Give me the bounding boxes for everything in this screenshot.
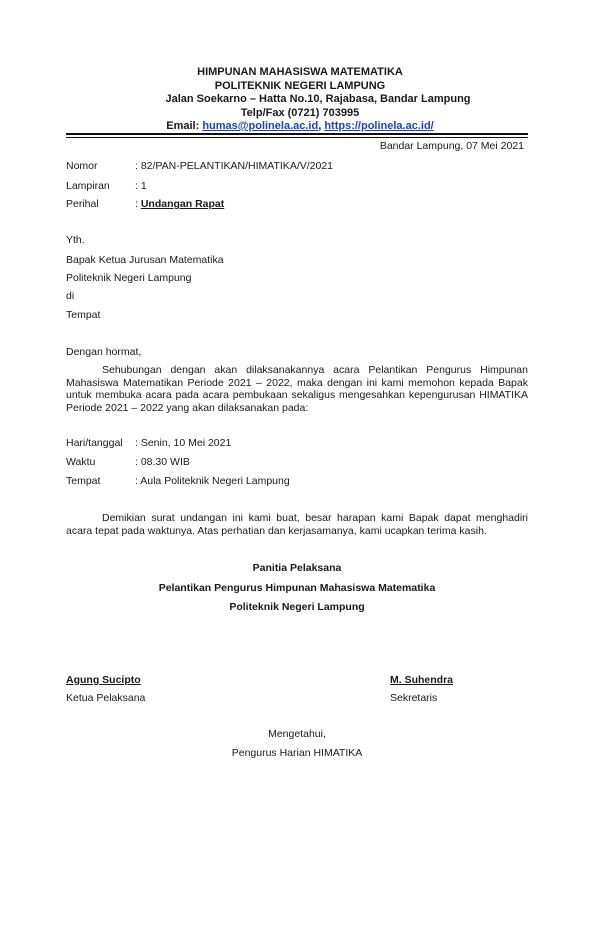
- event-time-label: Waktu: [66, 456, 96, 468]
- perihal-value: Undangan Rapat: [140, 198, 225, 210]
- recipient-line-3: di: [66, 290, 75, 302]
- recipient-line-2: Politeknik Negeri Lampung: [66, 272, 192, 284]
- contact-line: [0, 120, 600, 134]
- recipient-line-4: Tempat: [66, 309, 101, 321]
- body-paragraph: [66, 364, 528, 414]
- acknowledge-line-2: Pengurus Harian HIMATIKA: [231, 747, 363, 759]
- phone-fax: Telp/Fax (0721) 703995: [240, 106, 360, 119]
- signature-right-name: M. Suhendra: [390, 674, 454, 686]
- event-day-value: : Senin, 10 Mei 2021: [135, 437, 232, 449]
- event-place-value: : Aula Politeknik Negeri Lampung: [135, 475, 290, 487]
- event-day-label: Hari/tanggal: [66, 437, 123, 449]
- signature-right-role: Sekretaris: [390, 692, 438, 704]
- body-paragraph-text: Sehubungan dengan akan dilaksanakannya acara Pelantikan Pengurus Himpunan Mahasiswa Matematikan Periode 2021 – 2022, maka dengan ini kami memohon kepada Bapak untuk membuka acara pada acara pembukaan sekaligus mengesahkan kepengurusan HIMATIKA Periode 2021 – 2022 yang akan dilaksanakan pada:: [66, 364, 528, 414]
- header-divider-thick: [66, 133, 528, 135]
- lampiran-label: Lampiran: [66, 180, 110, 192]
- perihal-value-line: [135, 198, 224, 210]
- address: Jalan Soekarno – Hatta No.10, Rajabasa, Bandar Lampung: [165, 93, 471, 105]
- perihal-colon: :: [135, 198, 141, 210]
- contact-separator: ,: [318, 120, 325, 132]
- email-label: Email:: [166, 120, 203, 132]
- email-link[interactable]: humas@polinela.ac.id: [202, 120, 319, 132]
- event-place-label: Tempat: [66, 475, 101, 487]
- perihal-label: Perihal: [66, 198, 99, 210]
- letterhead: [0, 66, 600, 134]
- acknowledge-line-1: Mengetahui,: [268, 728, 326, 740]
- recipient-line-1: Bapak Ketua Jurusan Matematika: [66, 254, 224, 266]
- recipient-yth: Yth.: [66, 234, 85, 246]
- letter-date: Bandar Lampung, 07 Mei 2021: [379, 140, 524, 152]
- nomor-value: : 82/PAN-PELANTIKAN/HIMATIKA/V/2021: [135, 160, 334, 172]
- committee-line-1: Panitia Pelaksana: [252, 562, 342, 574]
- event-time-value: : 08.30 WIB: [135, 456, 190, 468]
- closing-paragraph-text: Demikian surat undangan ini kami buat, besar harapan kami Bapak dapat menghadiri acara tepat pada waktunya. Atas perhatian dan kerjasamanya, kami ucapkan terima kasih.: [66, 512, 528, 537]
- greeting: Dengan hormat,: [66, 346, 142, 358]
- header-divider-thin: [66, 137, 528, 138]
- institution-name: POLITEKNIK NEGERI LAMPUNG: [214, 79, 386, 92]
- website-link[interactable]: https://polinela.ac.id/: [324, 120, 434, 132]
- signature-left-role: Ketua Pelaksana: [66, 692, 146, 704]
- signature-left-name: Agung Sucipto: [66, 674, 141, 686]
- org-name: HIMPUNAN MAHASISWA MATEMATIKA: [197, 66, 403, 78]
- committee-line-2: Pelantikan Pengurus Himpunan Mahasiswa Matematika: [158, 582, 436, 594]
- committee-line-3: Politeknik Negeri Lampung: [229, 601, 365, 613]
- lampiran-value: : 1: [135, 180, 147, 192]
- closing-paragraph: [66, 512, 528, 537]
- nomor-label: Nomor: [66, 160, 98, 172]
